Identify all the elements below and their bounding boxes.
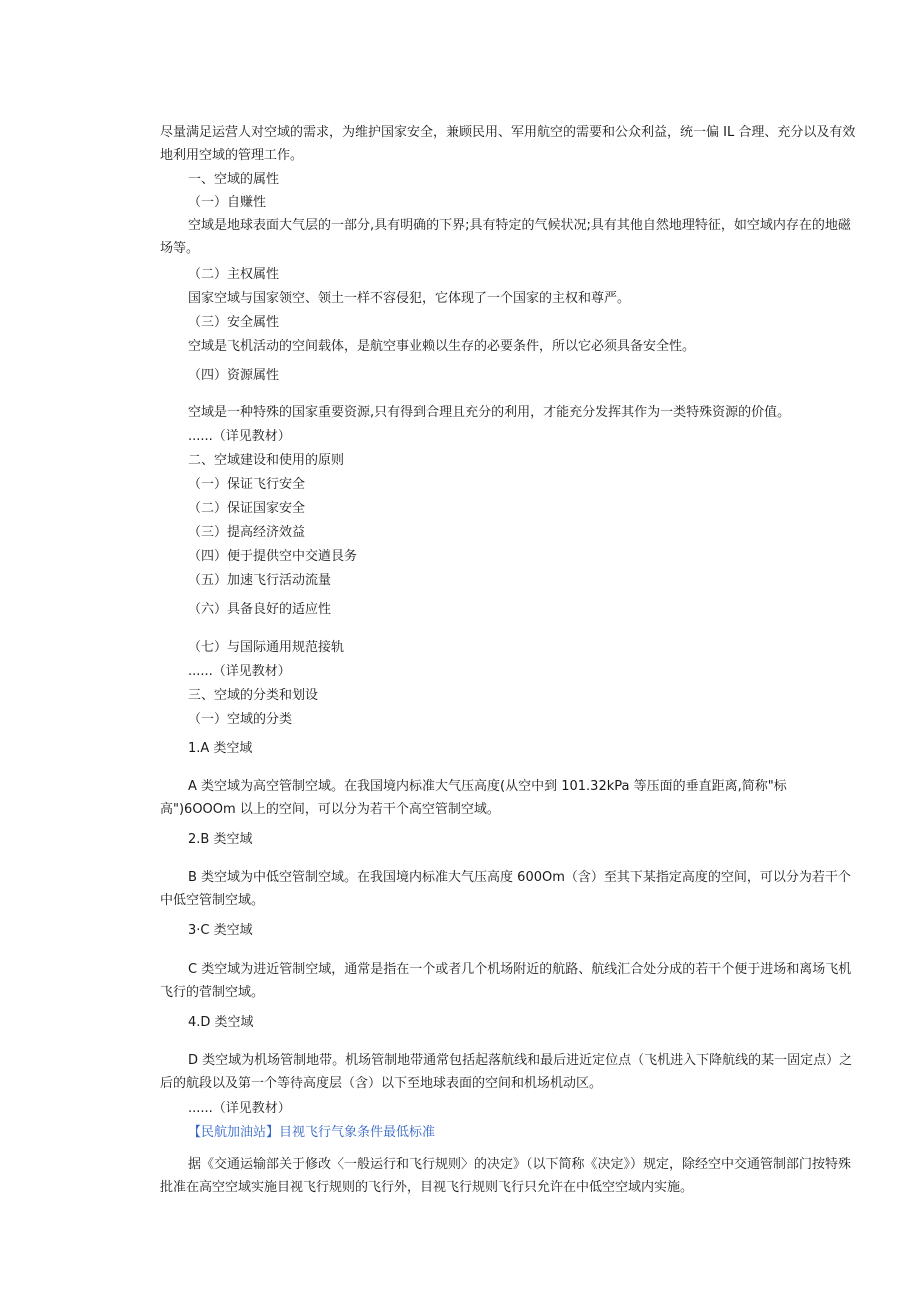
principle-item: （一）保证飞行安全 [188,477,306,492]
intro-paragraph: 尽量满足运营人对空域的需求，为维护国家安全，兼顾民用、军用航空的需要和公众利益，统一偏 IL 合理、充分以及有效地利用空域的管理工作。 [160,125,856,163]
class-c-label: 3·C 类空域 [188,923,253,938]
class-b-label: 2.B 类空域 [188,832,253,847]
heading-classification: 三、空域的分类和划设 [188,688,319,703]
heading-airspace-attributes: 一、空域的属性 [188,172,280,187]
paragraph-resource: 空域是一种特殊的国家重要资源,只有得到合理且充分的利用，才能充分发挥其作为一类特殊资源的价值。 [188,405,791,420]
station-title: 目视飞行气象条件最低标准 [279,1125,436,1140]
class-b-paragraph: B 类空域为中低空管制空域。在我国境内标准大气压高度 600Om（含）至其下某指定高度的空间，可以分为若干个中低空管制空域。 [160,870,851,908]
paragraph-sovereign: 国家空域与国家领空、领土一样不容侵犯，它体现了一个国家的主权和尊严。 [188,291,631,306]
class-d-label: 4.D 类空域 [188,1015,254,1030]
class-a-paragraph: A 类空域为高空管制空域。在我国境内标准大气压高度(从空中到 101.32kPa 等压面的垂直距离,简称"标高")6OOOm 以上的空间，可以分为若干个高空管制空域。 [160,779,787,817]
see-textbook-2: ......（详见教材） [188,664,291,679]
sub-heading-natural: （一）自赚性 [188,195,267,210]
paragraph-natural: 空域是地球表面大气层的一部分,具有明确的下界;具有特定的气候状况;具有其他自然地理特征，如空域内存在的地磁场等。 [160,218,851,256]
sub-heading-sovereign: （二）主权属性 [188,267,280,282]
paragraph-security: 空域是飞机活动的空间载体，是航空事业赖以生存的必要条件，所以它必须具备安全性。 [188,339,696,354]
principle-item: （五）加速飞行活动流量 [188,573,332,588]
station-heading [188,1125,435,1141]
principle-item: （二）保证国家安全 [188,501,306,516]
class-d-paragraph: D 类空域为机场管制地带。机场管制地带通常包括起落航线和最后进近定位点（飞机进入下降航线的某一固定点）之后的航段以及第一个等待高度层（含）以下至地球表面的空间和机场机动区。 [160,1053,853,1091]
sub-heading-security: （三）安全属性 [188,315,280,330]
see-textbook-3: ......（详见教材） [188,1101,291,1116]
see-textbook-1: ......（详见教材） [188,429,291,444]
sub-heading-classification: （一）空域的分类 [188,712,293,727]
principle-item: （四）便于提供空中交遒艮务 [188,549,358,564]
station-paragraph: 据《交通运输部关于修改〈一般运行和飞行规则〉的决定》（以下简称《决定》）规定，除经空中交通管制部门按特殊批准在高空空域实施目视飞行规则的飞行外，目视飞行规则飞行只允许在中低空空域内实施。 [160,1157,852,1195]
principle-item: （七）与国际通用规范接轨 [188,640,345,655]
sub-heading-resource: （四）资源属性 [188,368,280,383]
principle-item: （三）提高经济效益 [188,525,306,540]
heading-principles: 二、空域建设和使用的原则 [188,453,345,468]
station-bracket: 【民航加油站】 [188,1125,280,1140]
class-c-paragraph: C 类空域为进近管制空域，通常是指在一个或者几个机场附近的航路、航线汇合处分成的若干个便于进场和离场飞机飞行的菅制空域。 [160,962,852,1000]
principle-item: （六）具备良好的适应性 [188,602,332,617]
class-a-label: 1.A 类空域 [188,741,253,756]
